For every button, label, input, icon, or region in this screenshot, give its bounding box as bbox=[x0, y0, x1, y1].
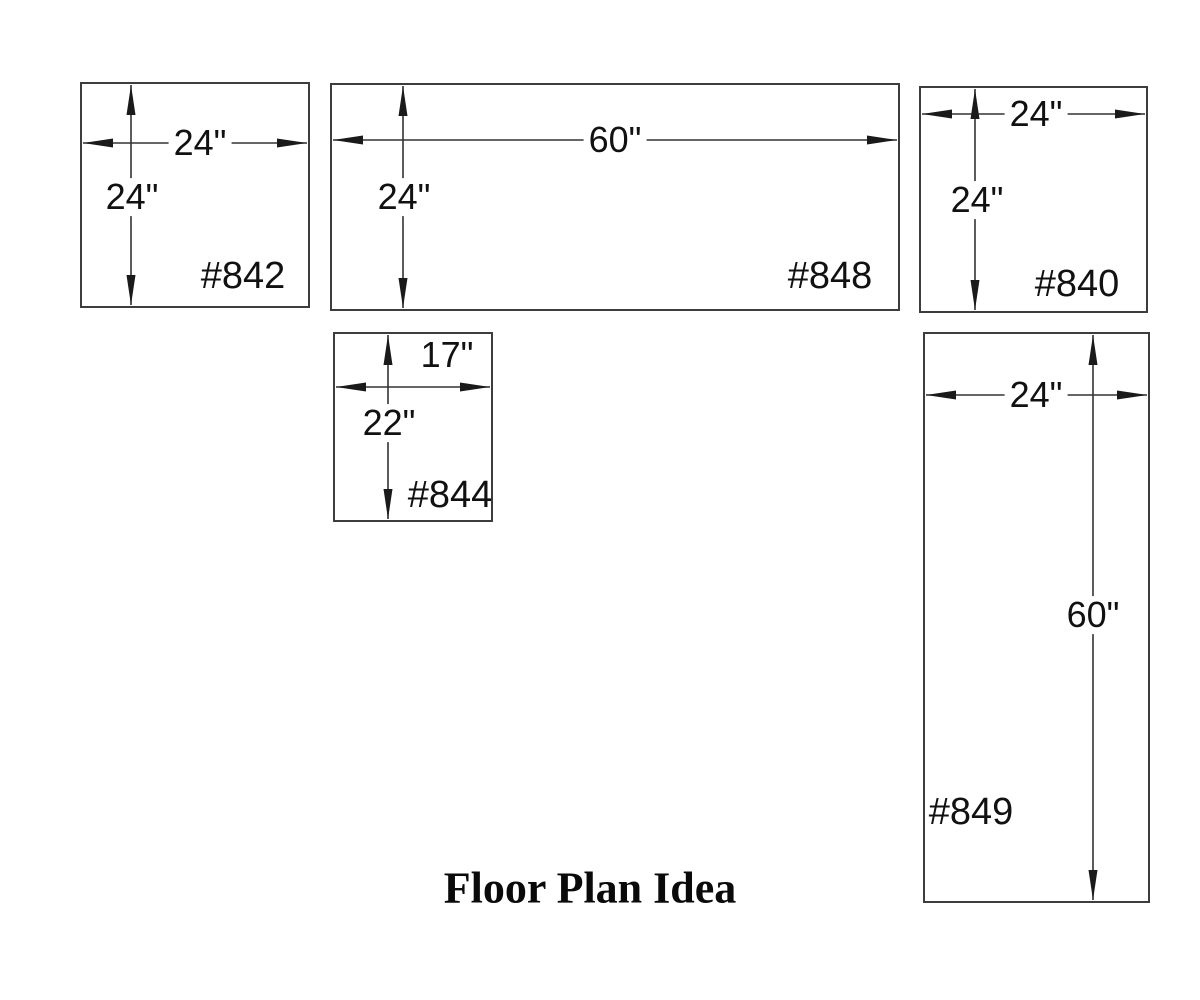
cabinet-id-label: #844 bbox=[407, 474, 493, 517]
height-dimension-label: 24" bbox=[101, 178, 164, 216]
width-dimension-label: 24" bbox=[169, 124, 232, 162]
height-dimension-label: 24" bbox=[373, 178, 436, 216]
width-dimension-label: 60" bbox=[584, 121, 647, 159]
cabinet-id-label: #840 bbox=[1034, 263, 1120, 306]
height-dimension-label: 24" bbox=[946, 181, 1009, 219]
width-dimension-label: 17" bbox=[420, 334, 474, 376]
cabinet-id-label: #842 bbox=[200, 255, 286, 298]
width-dimension-label: 24" bbox=[1005, 95, 1068, 133]
height-dimension-label: 22" bbox=[358, 404, 421, 442]
cabinet-id-label: #848 bbox=[787, 255, 873, 298]
height-dimension-label: 60" bbox=[1062, 596, 1125, 634]
width-dimension-label: 24" bbox=[1005, 376, 1068, 414]
cabinet-id-label: #849 bbox=[928, 791, 1014, 834]
diagram-title: Floor Plan Idea bbox=[443, 863, 737, 913]
